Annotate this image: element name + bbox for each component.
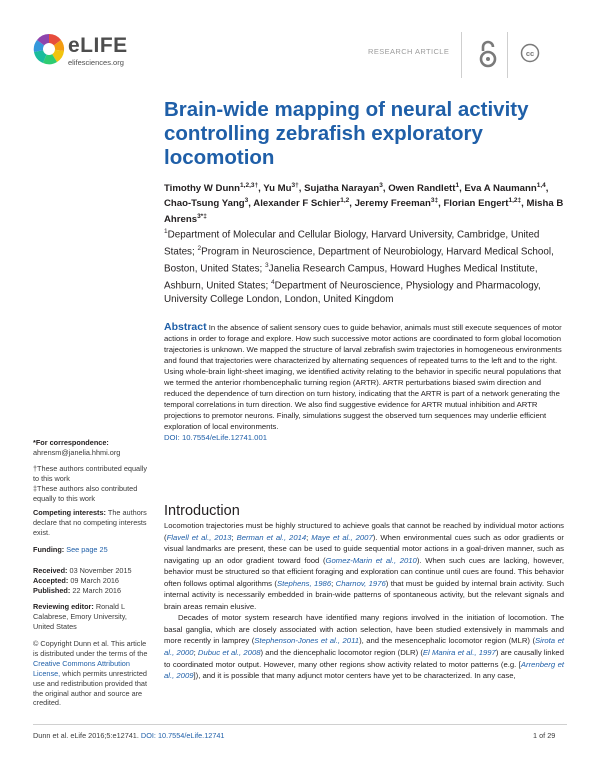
published-date: Published: 22 March 2016	[33, 585, 122, 595]
author-separator: ,	[438, 198, 444, 210]
intro-text: ) and the diencephalic locomotor region (DLR) (	[260, 648, 423, 658]
author-separator: ,	[349, 198, 355, 210]
copyright	[33, 639, 149, 708]
author-name: Owen Randlett	[388, 183, 456, 195]
header-divider	[461, 32, 462, 78]
author-separator: ,	[248, 198, 254, 210]
author-name: Eva A Naumann	[464, 183, 537, 195]
author-affiliation-marker: 1	[455, 182, 460, 189]
affiliation-text: Department of Molecular and Cellular Biology, Harvard University, Cambridge, United States;	[164, 229, 540, 258]
footer-doi-link[interactable]: DOI: 10.7554/eLife.12741	[140, 731, 225, 740]
abstract	[164, 322, 564, 443]
open-access-icon	[477, 39, 499, 69]
intro-text: ) are causally linked to coordinated motor output. However, many other regions show activity related to motor patterns (e.g. [	[164, 648, 564, 669]
intro-text: Decades of motor system research have identified many regions involved in the initiation of locomotion. The basal ganglia, which are closely associated with action selection, have been studied extensively in mammals and more recently in lamprey (	[164, 613, 564, 646]
citation-link[interactable]: Berman et al., 2014	[236, 532, 307, 542]
intro-text: ;	[231, 532, 237, 542]
received-date: Received: 03 November 2015	[33, 566, 132, 575]
author-affiliation-marker: 3†	[291, 182, 299, 189]
reviewing-editor	[33, 602, 149, 632]
copyright-pre: © Copyright Dunn et al. This article is distributed under the terms of the	[33, 639, 148, 658]
author-affiliation-marker: 3*‡	[197, 212, 207, 220]
footer-divider	[33, 724, 567, 725]
author-name: Jeremy Freeman	[354, 198, 431, 210]
author-separator: ,	[459, 183, 465, 195]
citation-link[interactable]: Dubuc et al., 2008	[197, 648, 261, 658]
author-name: Misha B Ahrens	[164, 198, 564, 225]
author-name: Alexander F Schier	[253, 198, 341, 210]
citation-link[interactable]: Flavell et al., 2013	[166, 532, 232, 542]
author-list	[164, 180, 564, 226]
author-separator: ,	[298, 183, 305, 195]
intro-text: ;	[306, 532, 312, 542]
intro-text: ]), and it is possible that many adjunct motor centers have yet to be characterized. In any case,	[193, 671, 516, 681]
author-name: Chao-Tsung Yang	[164, 198, 245, 210]
abstract-heading: Abstract	[164, 321, 207, 333]
editor-value: Ronald L Calabrese, Emory University, United States	[33, 602, 127, 631]
citation-link[interactable]: Charnov, 1976	[335, 578, 386, 588]
citation-link[interactable]: Maye et al., 2007	[311, 532, 373, 542]
creative-commons-icon	[520, 43, 540, 63]
author-affiliation-marker: 1,2‡	[508, 197, 522, 205]
affiliation-number: 3	[265, 261, 269, 269]
correspondence	[33, 438, 149, 458]
affiliation-text: Program in Neuroscience, Department of Neurobiology, Harvard Medical School, Boston, United States;	[164, 246, 554, 275]
citation-link[interactable]: Gomez-Marin et al., 2010	[325, 555, 417, 565]
author-affiliation-marker: 3‡	[430, 197, 439, 205]
competing-label: Competing interests:	[33, 508, 106, 517]
intro-text: ), and the mesencephalic locomotor region (MLR) (	[359, 636, 535, 646]
abstract-doi[interactable]: DOI: 10.7554/eLife.12741.001	[164, 432, 268, 442]
author-name: Timothy W Dunn	[164, 183, 241, 195]
intro-text: ). When environmental cues such as odor gradients or visual landmarks are present, these can be used to guide sequential motor actions in a goal-driven manner, such as navigating up an odor gradient toward food (	[164, 532, 564, 565]
header-divider	[507, 32, 508, 78]
citation-link[interactable]: El Manira et al., 1997	[422, 648, 496, 658]
author-name: Yu Mu	[263, 183, 292, 195]
equal-contribution-note: †These authors contributed equally to this work	[33, 464, 147, 483]
dates	[33, 566, 149, 596]
affiliations	[164, 225, 569, 306]
funding-label: Funding:	[33, 545, 65, 554]
article-title: Brain-wide mapping of neural activity controlling zebrafish exploratory locomotion	[164, 98, 529, 169]
logo-wordmark: eLIFE	[68, 34, 128, 57]
funding	[33, 545, 149, 555]
funding-link[interactable]: See page 25	[66, 545, 108, 554]
intro-text: ;	[193, 648, 198, 658]
intro-body	[164, 520, 564, 682]
footer-citation-text: Dunn et al. eLife 2016;5:e12741.	[33, 731, 141, 740]
elife-logo-icon	[33, 33, 65, 65]
equal-contribution-note-2: ‡These authors also contributed equally to this work	[33, 484, 138, 503]
competing-interests	[33, 508, 149, 538]
intro-text: ) that must be guided by internal brain activity. Such internal activity is necessarily embedded in brain-wide patterns of spontaneous activity, but the relevant signals and brain areas remain elusive.	[164, 578, 564, 611]
logo-url[interactable]: elifesciences.org	[68, 58, 124, 67]
citation-link[interactable]: Stephenson-Jones et al., 2011	[254, 636, 360, 646]
intro-paragraph-1	[164, 520, 564, 612]
author-affiliation-marker: 1,2,3†	[240, 182, 259, 189]
author-separator: ,	[521, 198, 527, 210]
affiliation-number: 4	[271, 278, 275, 286]
footer-citation	[33, 731, 225, 740]
accepted-date: Accepted: 09 March 2016	[33, 575, 119, 585]
author-separator: ,	[382, 183, 389, 195]
intro-text: ). When such cues are lacking, however, behavior must be structured so that efficient foraging and exploration can continue until cues are found. This behavior often follows optimal algorithms (	[164, 555, 564, 588]
abstract-text: In the absence of salient sensory cues to guide behavior, animals must still execute sequences of motor actions in order to forage and explore. How such successive motor actions are coordinated to form global locomotion trajectories is unknown. We mapped the structure of larval zebrafish swim trajectories in homogeneous environments and found that trajectories were characterized by alternating sequences of repeated turns to the left and to the right. Using whole-brain light-sheet imaging, we identified activity relating to the behavior in specific neural populations that we termed the anterior rhombencephalic turning region (ARTR). ARTR perturbations biased swim direction and reduced the dependence of turn direction on turn history, indicating that the ARTR is part of a network generating the temporal correlations in turn direction. We also find suggestive evidence for ARTR mutual inhibition and ARTR projections to premotor neurons. Finally, simulations suggest the observed turn sequences may underlie efficient exploration of local environments.	[164, 323, 562, 431]
author-name: Sujatha Narayan	[304, 183, 380, 195]
competing-value: The authors declare that no competing interests exist.	[33, 508, 147, 537]
correspondence-label: *For correspondence:	[33, 438, 109, 447]
affiliation-number: 1	[164, 228, 168, 235]
intro-text: Locomotion trajectories must be highly structured to achieve goals that cannot be reached by individual motor actions (	[164, 521, 564, 542]
affiliation-number: 2	[197, 244, 202, 252]
page-number: 1 of 29	[533, 731, 556, 740]
citation-link[interactable]: Stephens, 1986	[276, 578, 332, 588]
author-affiliation-marker: 3	[244, 197, 249, 205]
editor-label: Reviewing editor:	[33, 602, 94, 611]
author-separator: ,	[545, 183, 549, 195]
citation-link[interactable]: Arrenberg et al., 2009	[164, 659, 565, 681]
correspondence-email[interactable]: ahrensm@janelia.hhmi.org	[33, 447, 121, 457]
author-affiliation-marker: 3	[379, 182, 383, 189]
cc-license-link[interactable]: Creative Commons Attribution License,	[33, 658, 130, 678]
affiliation-text: Department of Neuroscience, Physiology and Pharmacology, University College London, London, United Kingdom	[164, 279, 541, 305]
author-separator: ,	[258, 183, 264, 195]
copyright-post: which permits unrestricted use and redistribution provided that the original author and source are credited.	[33, 668, 147, 708]
affiliation-text: Janelia Research Campus, Howard Hughes Medical Institute, Ashburn, United States;	[164, 263, 538, 291]
author-affiliation-marker: 1,4	[536, 182, 546, 189]
intro-text: ;	[331, 578, 336, 588]
intro-paragraph-2	[164, 612, 564, 681]
author-name: Florian Engert	[443, 198, 509, 210]
intro-heading: Introduction	[164, 503, 240, 519]
citation-link[interactable]: Sirota et al., 2000	[164, 636, 564, 658]
author-affiliation-marker: 1,2	[340, 197, 350, 205]
article-type-label: RESEARCH ARTICLE	[368, 47, 450, 56]
cc-icon-text: cc	[525, 49, 535, 58]
